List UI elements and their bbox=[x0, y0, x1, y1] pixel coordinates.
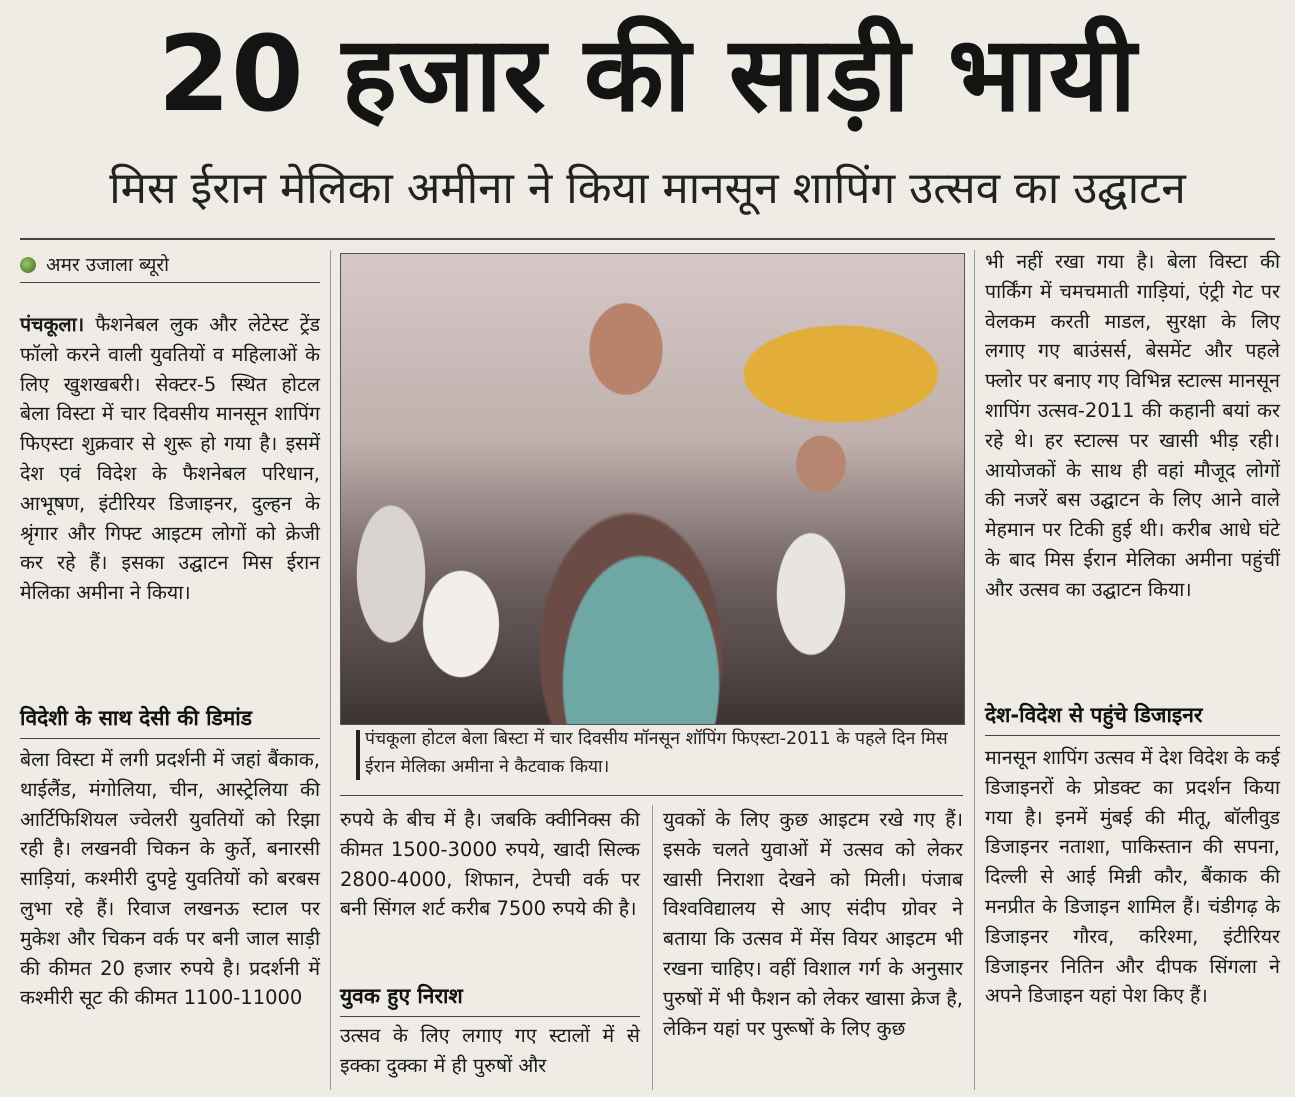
column-separator bbox=[974, 250, 975, 1090]
col2-para1: रुपये के बीच में है। जबकि क्वीनिक्स की कीमत 1500-3000 रुपये, खादी सिल्क 2800-4000, शिफान, टेपची वर्क पर बनी सिंगल शर्ट करीब 7500 रुपये की है। bbox=[340, 808, 640, 921]
bullet-icon bbox=[20, 257, 36, 273]
caption-rule bbox=[340, 795, 963, 796]
column-4-bottom bbox=[985, 743, 1280, 1011]
section-head-desh-videsh: देश-विदेश से पहुंचे डिजाइनर bbox=[985, 703, 1203, 727]
section-head-yuvak: युवक हुए निराश bbox=[340, 984, 463, 1008]
subheadline: मिस ईरान मेलिका अमीना ने किया मानसून शापिंग उत्सव का उद्घाटन bbox=[109, 163, 1186, 214]
column-4-top bbox=[985, 247, 1280, 605]
column-3 bbox=[663, 805, 963, 1043]
col1-para2: बेला विस्टा में लगी प्रदर्शनी में जहां बैंकाक, थाईलैंड, मंगोलिया, चीन, आस्ट्रेलिया की आर्टिफिशियल ज्वेलरी युवतियों को रिझा रही है। लखनवी चिकन के कुर्ते, बनारसी साड़ियां, कश्मीरी दुपट्टे युवतियों को बरबस लुभा रहे हैं। रिवाज लखनऊ स्टाल पर मुकेश और चिकन वर्क पर बनी जाल साड़ी की कीमत 20 हजार रुपये है। प्रदर्शनी में कश्मीरी सूट की कीमत 1100-11000 bbox=[20, 748, 320, 1010]
photo-caption: पंचकूला होटल बेला बिस्टा में चार दिवसीय मॉनसून शॉपिंग फिएस्टा-2011 के पहले दिन मिस ईरान मेलिका अमीना ने कैटवाक किया। bbox=[365, 729, 948, 777]
caption-bar bbox=[356, 730, 360, 780]
column-separator bbox=[652, 805, 653, 1090]
column-2-bottom bbox=[340, 1021, 640, 1081]
catwalk-photo bbox=[340, 253, 965, 725]
byline-text: अमर उजाला ब्यूरो bbox=[46, 254, 170, 276]
column-2-top bbox=[340, 805, 640, 924]
col4-para1: भी नहीं रखा गया है। बेला विस्टा की पार्किंग में चमचमाती गाड़ियां, एंट्री गेट पर वेलकम करती माडल, सुरक्षा के लिए लगाए गए बाउंसर्स, बेसमेंट और पहले फ्लोर पर बनाए गए विभिन्न स्टाल्स मानसून शापिंग उत्सव-2011 की कहानी बयां कर रहे थे। हर स्टाल्स पर खासी भीड़ रही। आयोजकों के साथ ही वहां मौजूद लोगों की नजरें बस उद्घाटन के लिए आने वाले मेहमान पर टिकी हुई थी। करीब आधे घंटे के बाद मिस ईरान मेलिका अमीना पहुंचीं और उत्सव का उद्घाटन किया। bbox=[985, 250, 1280, 601]
headline: 20 हजार की साड़ी भायी bbox=[157, 13, 1138, 135]
column-1-bottom bbox=[20, 745, 320, 1013]
col1-section-rule bbox=[20, 738, 320, 739]
section-head-videshi: विदेशी के साथ देसी की डिमांड bbox=[20, 706, 252, 730]
col2-para2: उत्सव के लिए लगाए गए स्टालों में से इक्का दुक्का में ही पुरुषों और bbox=[340, 1024, 640, 1077]
header-rule bbox=[20, 238, 1275, 240]
col4-para2: मानसून शापिंग उत्सव में देश विदेश के कई डिजाइनरों के प्रोडक्ट का प्रदर्शन किया गया है। इनमें मुंबई की मीतू, बॉलीवुड डिजाइनर नताशा, पाकिस्तान की सपना, दिल्ली से आई मिन्नी कौर, बैंकाक की मनप्रीत के डिजाइन शामिल हैं। चंडीगढ़ के डिजाइनर गौरव, करिश्मा, इंटीरियर डिजाइनर नितिन और दीपक सिंगला ने अपने डिजाइन यहां पेश किए हैं। bbox=[985, 746, 1280, 1008]
col4-section-rule bbox=[985, 735, 1280, 736]
byline bbox=[20, 250, 320, 280]
col2-section-rule bbox=[340, 1016, 640, 1017]
byline-rule bbox=[20, 282, 320, 283]
dateline: पंचकूला। bbox=[20, 313, 85, 336]
col1-para1: फैशनेबल लुक और लेटेस्ट ट्रेंड फॉलो करने वाली युवतियों व महिलाओं के लिए खुशखबरी। सेक्टर-5 स्थित होटल बेला विस्टा में चार दिवसीय मानसून शापिंग फिएस्टा शुक्रवार से शुरू हो गया है। इसमें देश एवं विदेश के फैशनेबल परिधान, आभूषण, इंटीरियर डिजाइनर, दुल्हन के श्रृंगार और गिफ्ट आइटम लोगों को क्रेजी कर रहे हैं। इसका उद्घाटन मिस ईरान मेलिका अमीना ने किया। bbox=[20, 313, 320, 605]
column-separator bbox=[330, 250, 331, 1090]
col3-para1: युवकों के लिए कुछ आइटम रखे गए हैं। इसके चलते युवाओं में उत्सव को लेकर खासी निराशा देखने को मिली। पंजाब विश्वविद्यालय से आए संदीप ग्रोवर ने बताया कि उत्सव में मेंस वियर आइटम भी रखना चाहिए। वहीं विशाल गर्ग के अनुसार पुरुषों में भी फैशन को लेकर खासा क्रेज है, लेकिन यहां पर पुरूषों के लिए कुछ bbox=[663, 808, 963, 1040]
column-1-top bbox=[20, 310, 320, 608]
